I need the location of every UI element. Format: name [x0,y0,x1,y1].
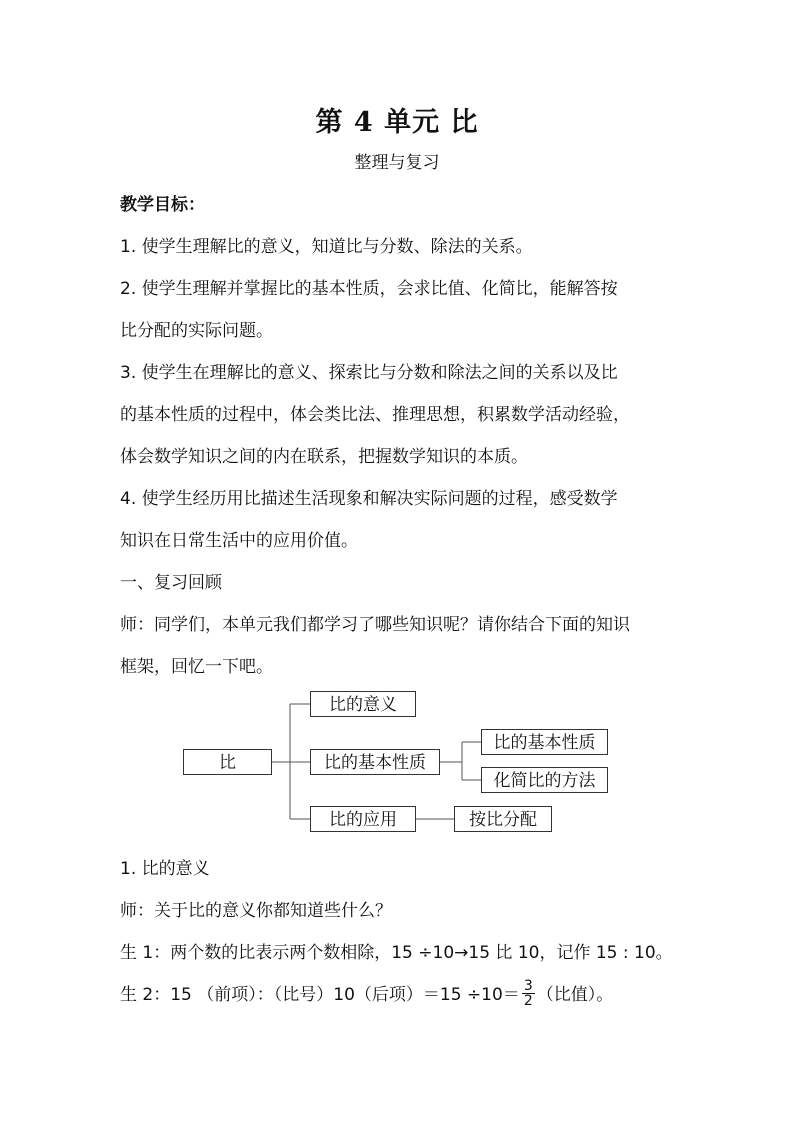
goal-line: 知识在日常生活中的应用价值。 [120,531,358,551]
diagram-node-property-sub1: 比的基本性质 [481,729,608,755]
diagram-node-property-sub2: 化简比的方法 [481,767,608,793]
student-answer-2 [120,977,700,1010]
diagram-node-meaning: 比的意义 [310,691,416,717]
page-title: 第 4 单元 比 [315,107,479,138]
goal-line: 1. 使学生理解比的意义，知道比与分数、除法的关系。 [120,237,533,257]
student-answer-1: 生 1：两个数的比表示两个数相除，15 ÷10→15 比 10，记作 15 : 10。 [120,943,673,963]
goal-line: 4. 使学生经历用比描述生活现象和解决实际问题的过程，感受数学 [120,489,618,509]
subsection-heading: 1. 比的意义 [120,859,210,879]
goal-line: 3. 使学生在理解比的意义、探索比与分数和除法之间的关系以及比 [120,363,618,383]
goal-line: 的基本性质的过程中，体会类比法、推理思想，积累数学活动经验， [120,405,630,425]
student2-suffix: （比值）。 [536,985,614,1005]
page-subtitle: 整理与复习 [354,153,440,173]
goal-line: 体会数学知识之间的内在联系，把握数学知识的本质。 [120,447,528,467]
teacher-question: 师：关于比的意义你都知道些什么？ [120,901,392,921]
diagram-node-root: 比 [183,749,272,775]
goals-heading: 教学目标： [120,195,205,215]
goal-line: 比分配的实际问题。 [120,321,273,341]
diagram-node-property: 比的基本性质 [310,749,440,775]
student2-prefix: 生 2：15 （前项）：（比号）10（后项）＝15 ÷10＝ [120,985,520,1005]
fraction-denominator: 2 [523,992,533,1009]
teacher-line: 师：同学们，本单元我们都学习了哪些知识呢？请你结合下面的知识 [120,615,630,635]
diagram-node-application-sub: 按比分配 [454,806,552,832]
section-heading: 一、复习回顾 [120,573,222,593]
fraction [522,979,535,1008]
diagram-node-application: 比的应用 [310,806,416,832]
fraction-numerator: 3 [523,977,533,994]
goal-line: 2. 使学生理解并掌握比的基本性质，会求比值、化简比，能解答按 [120,279,618,299]
teacher-line: 框架，回忆一下吧。 [120,657,273,677]
